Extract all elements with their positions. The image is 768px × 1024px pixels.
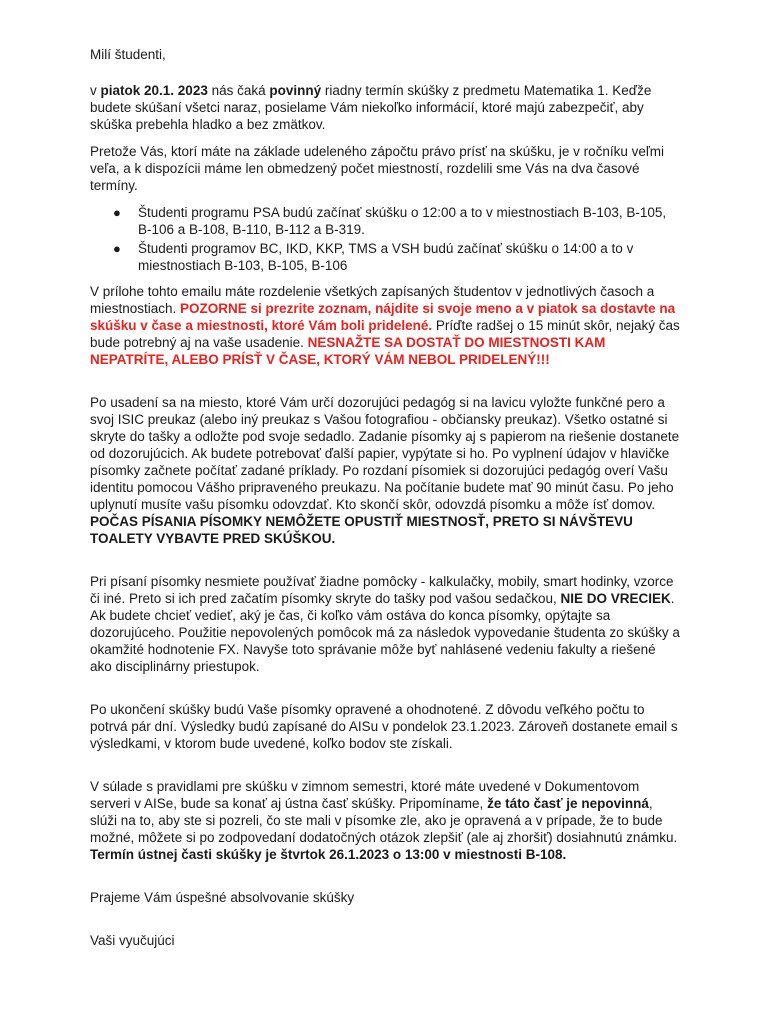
paragraph-seating — [90, 394, 680, 547]
list-item — [113, 204, 680, 238]
mandatory-label: povinný — [269, 83, 322, 98]
paragraph-aids — [90, 573, 680, 675]
oral-exam-date: Termín ústnej časti skúšky je štvrtok 26.1.2023 o 13:00 v miestnosti B-108. — [90, 847, 567, 862]
warning-text: POZORNE si prezrite zoznam, nájdite si svoje meno a v piatok sa dostavte na skúšku v čase a miestnosti, ktoré Vám boli pridelené. — [90, 301, 676, 333]
paragraph-attachment — [90, 283, 680, 368]
warning-text: NESNAŽTE SA DOSTAŤ DO MIESTNOSTI KAM NEPATRÍTE, ALEBO PRÍSŤ V ČASE, KTORÝ VÁM NEBOL PRIDELENÝ!!! — [90, 335, 606, 367]
text: , slúži na to, aby ste si pozreli, čo ste mali v písomke zle, ako je opravená a v prípade, že to bude možné, môžete si po zodpovedaní dodatočných otázok zlepšiť (ale aj zhoršiť) dosiahnutú známku. — [90, 796, 678, 845]
paragraph-oral-exam — [90, 778, 680, 863]
letter-body — [90, 46, 680, 949]
text: V súlade s pravidlami pre skúšku v zimnom semestri, ktoré máte uvedené v Dokumentovom serveri v AISe, bude sa konať aj ústna časť skúšky. Pripomíname, — [90, 779, 640, 811]
text: Pri písaní písomky nesmiete používať žiadne pomôcky - kalkulačky, mobily, smart hodinky, vzorce či iné. Preto si ich pred začatím písomky skryte do tašky pod vašou sedačkou, — [90, 574, 674, 606]
closing-wish: Prajeme Vám úspešné absolvovanie skúšky — [90, 890, 355, 905]
signature: Vaši vyučujúci — [90, 933, 175, 948]
schedule-list — [90, 204, 680, 274]
paragraph-results: Po ukončení skúšky budú Vaše písomky opravené a ohodnotené. Z dôvodu veľkého počtu to potrvá pár dní. Výsledky budú zapísané do AISu v pondelok 23.1.2023. Zároveň dostanete email s výsledkami, v ktorom bude uvedené, koľko bodov ste získali. — [90, 702, 678, 751]
exam-date: piatok 20.1. 2023 — [100, 83, 208, 98]
bold-notice: NIE DO VRECIEK — [560, 591, 671, 606]
bullet-icon: ● — [113, 205, 121, 220]
bold-notice: POČAS PÍSANIA PÍSOMKY NEMÔŽETE OPUSTIŤ MIESTNOSŤ, PRETO SI NÁVŠTEVU TOALETY VYBAVTE PRED SKÚŠKOU. — [90, 514, 633, 546]
text: Príďte radšej o 15 minút skôr, nejaký čas bude potrebný aj na vaše usadenie. — [90, 318, 680, 350]
list-item — [113, 240, 680, 274]
text: riadny termín skúšky z predmetu Matematika 1. Keďže budete skúšaní všetci naraz, posielame Vám niekoľko informácií, ktoré majú zabezpečiť, aby skúška prebehla hladko a bez zmätkov. — [90, 83, 652, 132]
bold-notice: že táto časť je nepovinná — [487, 796, 649, 811]
text: v — [90, 83, 101, 98]
paragraph-time-slots: Pretože Vás, ktorí máte na základe udeleného zápočtu právo prísť na skúšku, je v ročníku veľmi veľa, a k dispozícii máme len obmedzený počet miestností, rozdelili sme Vás na dva časové termíny. — [90, 144, 665, 193]
text: V prílohe tohto emailu máte rozdelenie všetkých zapísaných študentov v jednotlivých časoch a miestnostiach. — [90, 284, 655, 316]
text: . Ak budete chcieť vedieť, aký je čas, či koľko vám ostáva do konca písomky, opýtajte sa dozorujúceho. Použitie nepovolených pomôcok má za následok vypovedanie študenta zo skúšky a okamžité hodnotenie FX. Navyše toto správanie môže byť nahlásené vedeniu fakulty a riešené ako disciplinárny priestupok. — [90, 591, 680, 674]
text: nás čaká — [207, 83, 270, 98]
text: Po usadení sa na miesto, ktoré Vám určí dozorujúci pedagóg si na lavicu vyložte funkčné pero a svoj ISIC preukaz (alebo iný preukaz s Vašou fotografiou - občiansky preukaz). Všetko ostatné si skryte do tašky a odložte pod svoje sedadlo. Zadanie písomky aj s papierom na riešenie dostanete od dozorujúcich. Ak budete potrebovať ďalší papier, vypýtate si ho. Po vyplnení údajov v hlavičke písomky začnete počítať zadané príklady. Po rozdaní písomiek si dozorujúci pedagóg overí Vašu identitu pomocou Vášho pripraveného preukazu. Na počítanie budete mať 90 minút času. Po jeho uplynutí musíte vašu písomku odovzdať. Kto skončí skôr, odovzdá písomku a môže ísť domov. — [90, 395, 680, 512]
greeting: Milí študenti, — [90, 47, 166, 62]
list-item-text: Študenti programov BC, IKD, KKP, TMS a VSH budú začínať skúšku o 14:00 a to v miestnostiach B-103, B-105, B-106 — [138, 241, 634, 273]
bullet-icon: ● — [113, 241, 121, 256]
paragraph-exam-date — [90, 82, 680, 133]
list-item-text: Študenti programu PSA budú začínať skúšku o 12:00 a to v miestnostiach B-103, B-105, B-106 a B-108, B-110, B-112 a B-319. — [138, 205, 667, 237]
